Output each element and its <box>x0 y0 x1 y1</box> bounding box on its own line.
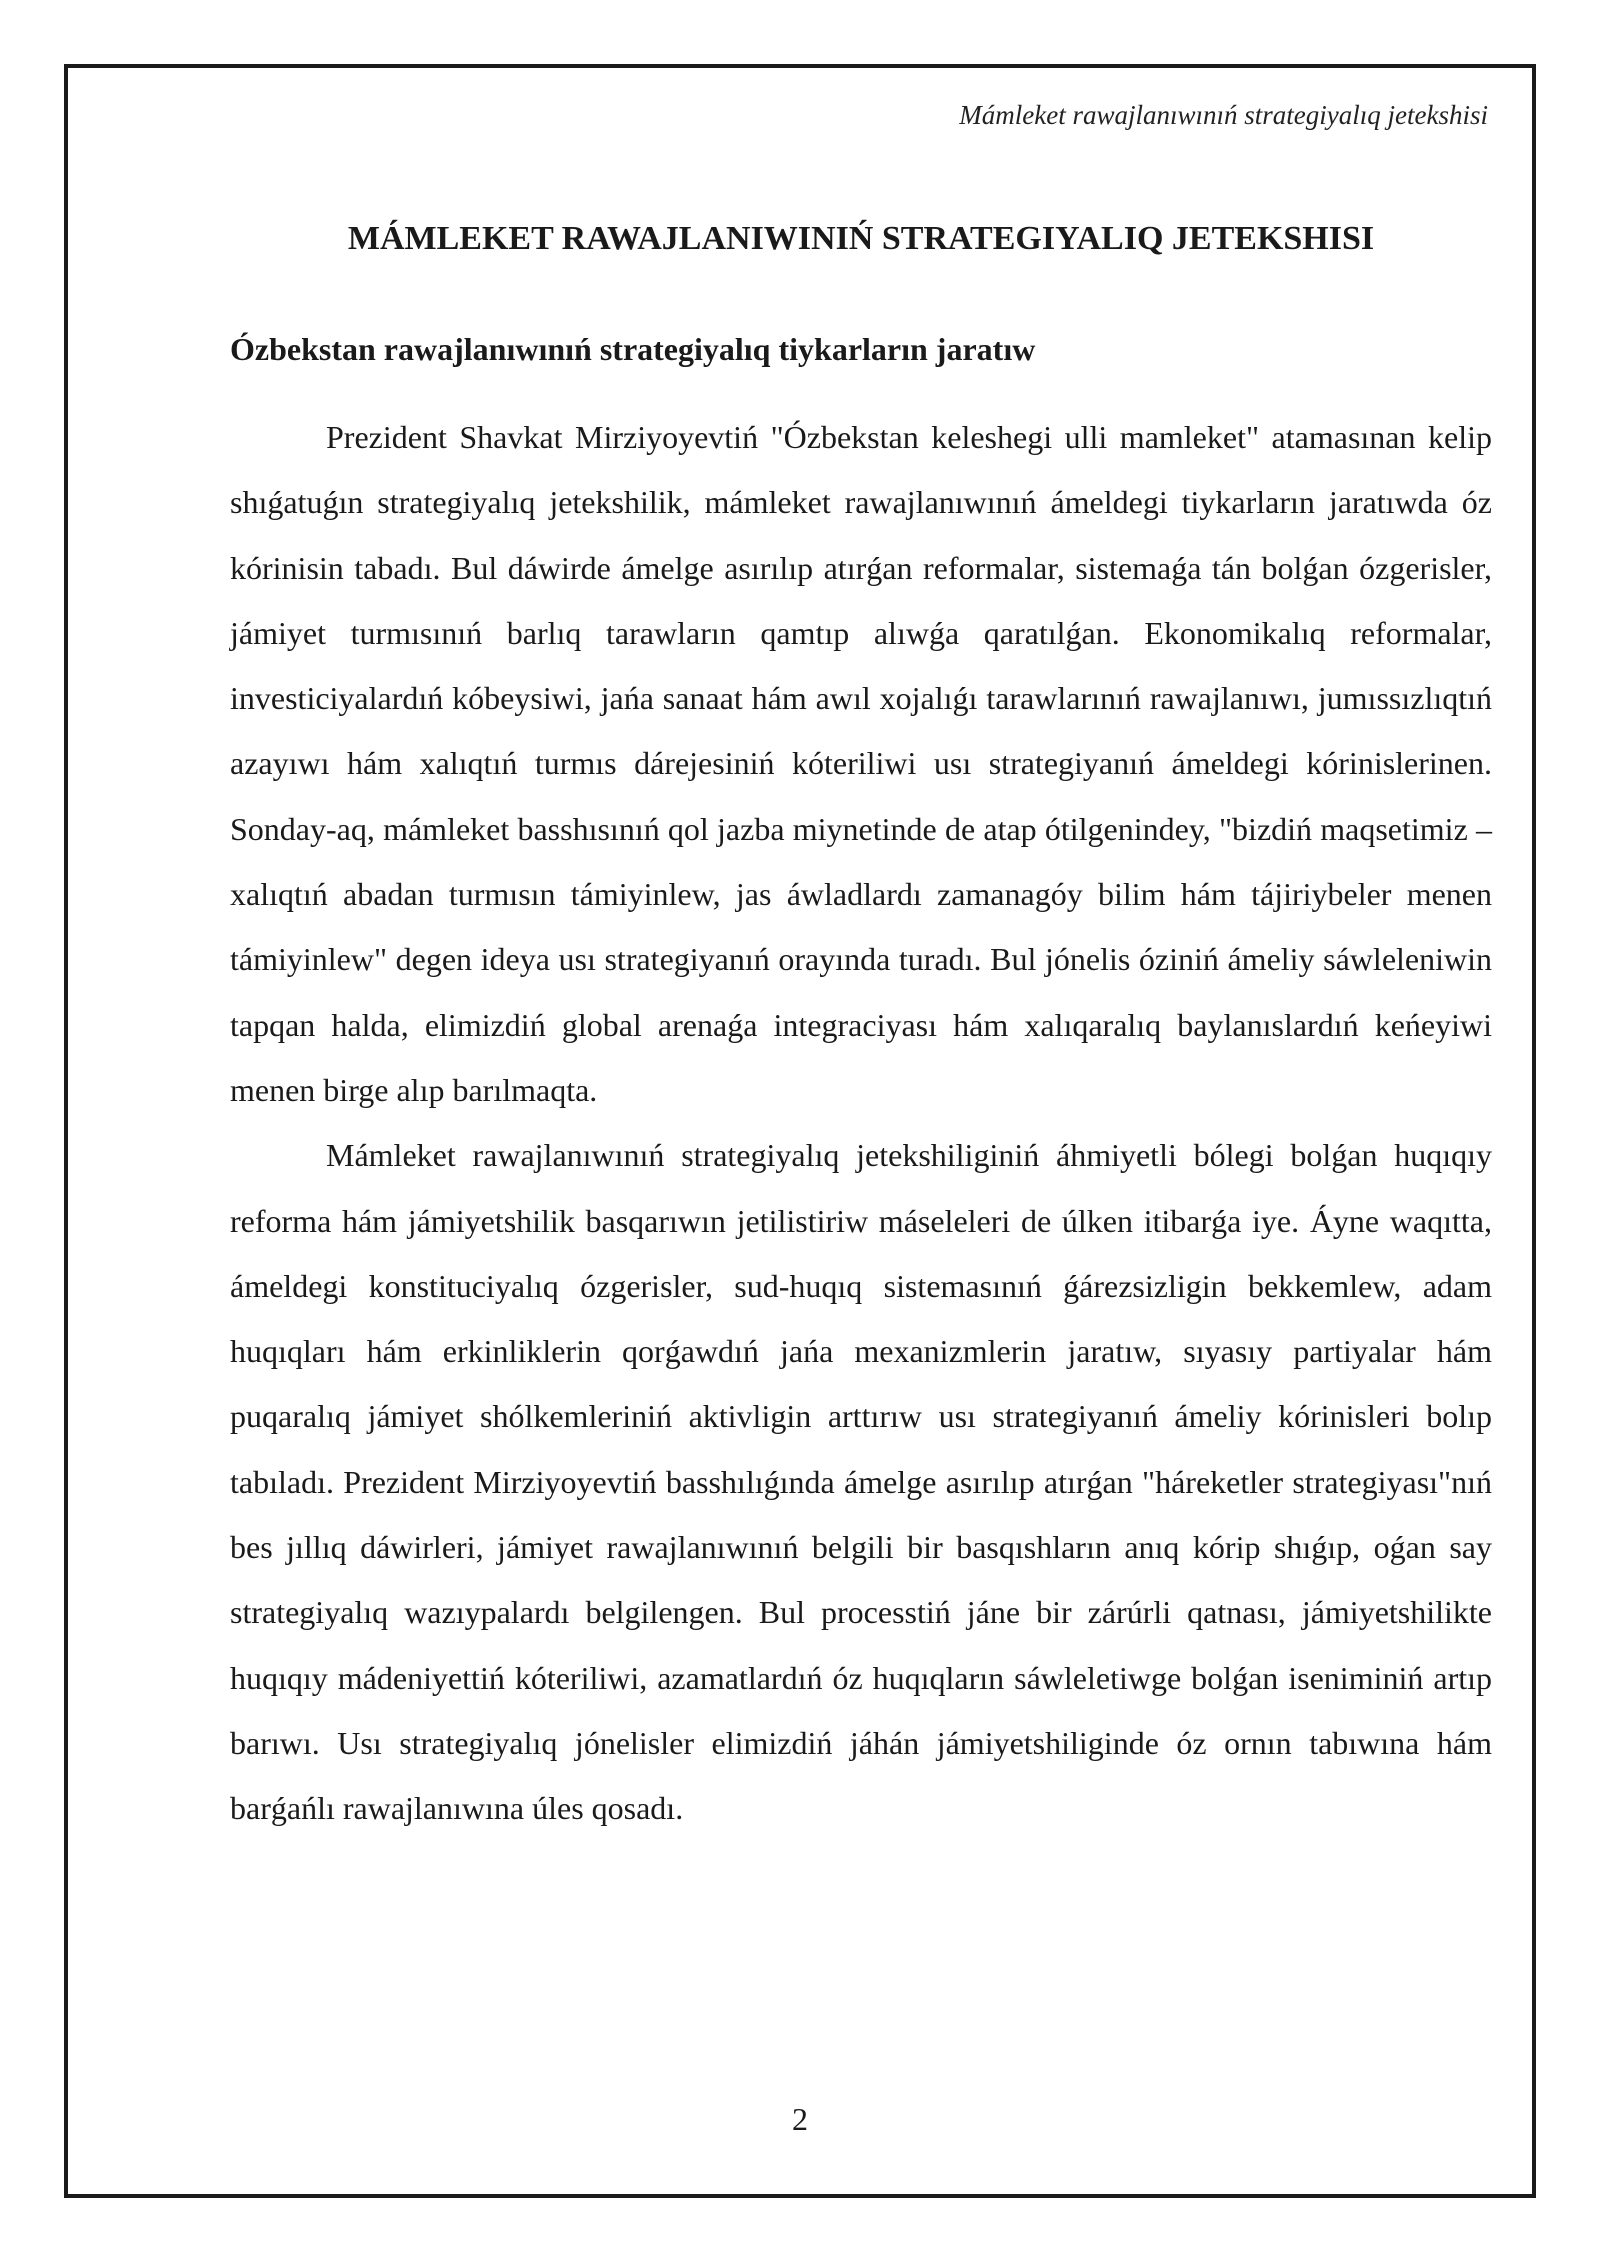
section-heading: Ózbekstan rawajlanıwınıń strategiyalıq tiykarların jaratıw <box>230 331 1036 367</box>
paragraph: Mámleket rawajlanıwınıń strategiyalıq jetekshiliginiń áhmiyetli bólegi bolǵan huqıqıy reforma hám jámiyetshilik basqarıwın jetilistiriw máseleleri de úlken itibarǵa iye. Áyne waqıtta, ámeldegi konstituciyalıq ózgerisler, sud-huqıq sistemasınıń ǵárezsizligin bekkemlew, adam huqıqları hám erkinliklerin qorǵawdıń jańa mexanizmlerin jaratıw, sıyasıy partiyalar hám puqaralıq jámiyet shólkemleriniń aktivligin arttırıw usı strategiyanıń ámeliy kórinisleri bolıp tabıladı. Prezident Mirziyoyevtiń basshılıǵında ámelge asırılıp atırǵan "háreketler strategiyası"nıń bes jıllıq dáwirleri, jámiyet rawajlanıwınıń belgili bir basqıshların anıq kórip shıǵıp, oǵan say strategiyalıq wazıypalardı belgilengen. Bul processtiń jáne bir zárúrli qatnası, jámiyetshilikte huqıqıy mádeniyettiń kóteriliwi, azamatlardıń óz huqıqların sáwleletiwge bolǵan iseniminiń artıp barıwı. Usı strategiyalıq jónelisler elimizdiń jáhán jámiyetshiliginde óz ornın tabıwına hám barǵańlı rawajlanıwına úles qosadı. <box>230 1137 1492 1827</box>
page-number: 2 <box>792 2101 808 2137</box>
paragraph: Prezident Shavkat Mirziyoyevtiń "Ózbekstan keleshegi ulli mamleket" atamasınan kelip shıǵatuǵın strategiyalıq jetekshilik, mámleket rawajlanıwınıń ámeldegi tiykarların jaratıwda óz kórinisin tabadı. Bul dáwirde ámelge asırılıp atırǵan reformalar, sistemaǵa tán bolǵan ózgerisler, jámiyet turmısınıń barlıq tarawların qamtıp alıwǵa qaratılǵan. Ekonomikalıq reformalar, investiciyalardıń kóbeysiwi, jańa sanaat hám awıl xojalıǵı tarawlarınıń rawajlanıwı, jumıssızlıqtıń azayıwı hám xalıqtıń turmıs dárejesiniń kóteriliwi usı strategiyanıń ámeldegi kórinislerinen. Sonday-aq, mámleket basshısınıń qol jazba miynetinde de atap ótilgenindey, "bizdiń maqsetimiz – xalıqtıń abadan turmısın támiyinlew, jas áwladlardı zamanagóy bilim hám tájiriybeler menen támiyinlew" degen ideya usı strategiyanıń orayında turadı. Bul jónelis óziniń ámeliy sáwleleniwin tapqan halda, elimizdiń global arenaǵa integraciyası hám xalıqaralıq baylanıslardıń keńeyiwi menen birge alıp barılmaqta. <box>230 419 1492 1108</box>
running-header: Mámleket rawajlanıwınıń strategiyalıq jetekshisi <box>959 100 1488 130</box>
document-body <box>230 405 1492 1842</box>
document-title: MÁMLEKET RAWAJLANIWINIŃ STRATEGIYALIQ JETEKSHISI <box>347 220 1375 257</box>
